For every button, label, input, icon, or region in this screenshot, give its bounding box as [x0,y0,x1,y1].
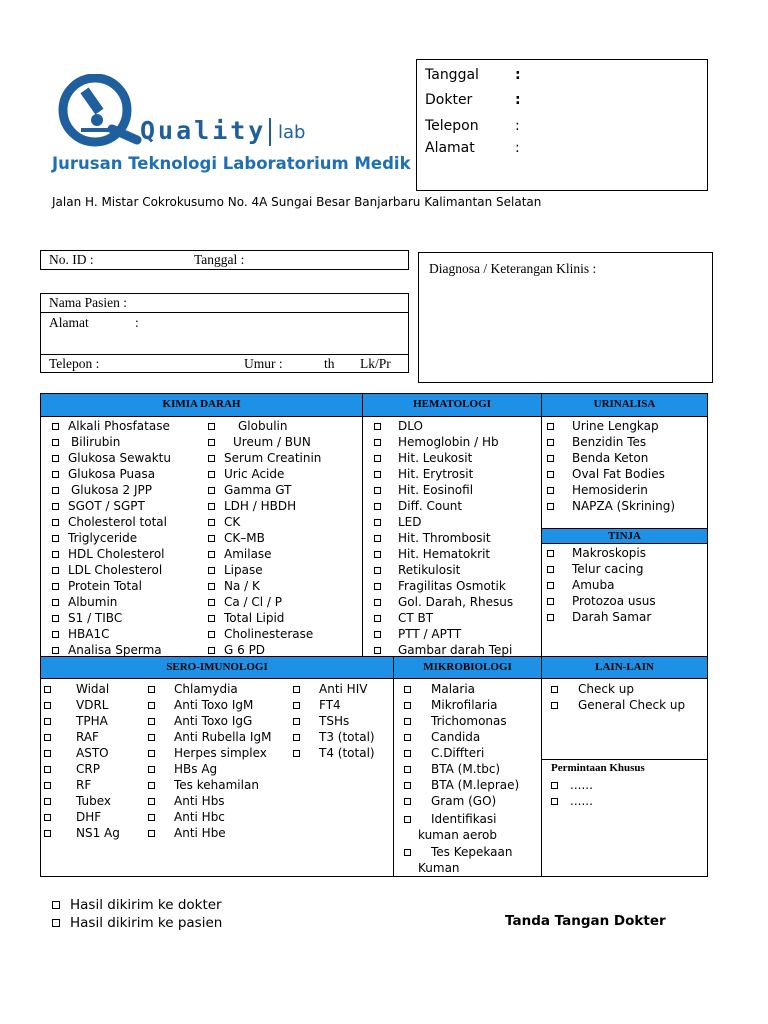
checkbox[interactable] [293,750,300,757]
checkbox[interactable] [208,519,215,526]
checkbox[interactable] [148,734,155,741]
list-item[interactable]: Anti Toxo IgG [148,713,271,729]
list-item[interactable]: Hemoglobin / Hb [374,434,513,450]
checkbox[interactable] [374,551,381,558]
checkbox[interactable] [374,455,381,462]
list-item[interactable]: Tes kehamilan [148,777,271,793]
list-item[interactable]: T4 (total) [293,745,375,761]
checkbox[interactable] [293,702,300,709]
checkbox[interactable] [547,566,554,573]
checkbox[interactable] [52,455,59,462]
checkbox[interactable] [547,550,554,557]
list-item[interactable]: Mikrofilaria [404,697,519,713]
list-item[interactable]: RF [44,777,120,793]
list-item[interactable]: Anti Hbc [148,809,271,825]
list-item[interactable]: Darah Samar [547,609,656,625]
tinja-list [547,545,656,625]
list-item[interactable]: Makroskopis [547,545,656,561]
kimia-header: KIMIA DARAH [40,393,363,417]
list-item[interactable]: Herpes simplex [148,745,271,761]
checkbox[interactable] [148,782,155,789]
list-item[interactable]: Cholinesterase [208,626,321,642]
checkbox[interactable] [374,439,381,446]
list-item[interactable]: Oval Fat Bodies [547,466,675,482]
list-item[interactable]: DLO [374,418,513,434]
checkbox[interactable] [52,439,59,446]
checkbox[interactable] [208,567,215,574]
tanggal-label: Tanggal : [194,252,245,267]
list-item[interactable]: NS1 Ag [44,825,120,841]
list-item[interactable]: Trichomonas [404,713,519,729]
list-item[interactable]: ...... [551,777,593,793]
list-item[interactable]: CK–MB [208,530,321,546]
checkbox[interactable] [44,766,51,773]
checkbox[interactable] [374,423,381,430]
kirim-dokter-option[interactable]: Hasil dikirim ke dokter [52,896,222,914]
list-item[interactable]: Gol. Darah, Rhesus [374,594,513,610]
list-item[interactable]: LDL Cholesterol [52,562,171,578]
checkbox[interactable] [148,830,155,837]
checkbox[interactable] [374,471,381,478]
checkbox[interactable] [404,734,411,741]
list-item[interactable]: Anti Hbe [148,825,271,841]
checkbox[interactable] [148,686,155,693]
list-item[interactable]: Total Lipid [208,610,321,626]
checkbox[interactable] [374,631,381,638]
lab-text: lab [278,122,306,143]
list-item[interactable]: Malaria [404,681,519,697]
checkbox[interactable] [547,423,554,430]
checkbox[interactable] [52,423,59,430]
checkbox[interactable] [208,551,215,558]
list-item[interactable]: Retikulosit [374,562,513,578]
checkbox[interactable] [52,631,59,638]
kimia-list-1 [52,418,171,658]
org-name: Jurusan Teknologi Laboratorium Medik [52,154,411,173]
umur-label: Umur : [244,356,283,371]
list-item[interactable]: Albumin [52,594,171,610]
checkbox[interactable] [44,734,51,741]
checkbox[interactable] [208,455,215,462]
info-tanggal: Tanggal : [425,67,521,83]
checkbox[interactable] [293,686,300,693]
list-item[interactable]: Hit. Eosinofil [374,482,513,498]
list-item[interactable]: Ca / Cl / P [208,594,321,610]
checkbox[interactable] [148,798,155,805]
checkbox[interactable] [208,647,215,654]
list-item[interactable]: VDRL [44,697,120,713]
list-item[interactable]: CT BT [374,610,513,626]
list-item[interactable]: C.Diffteri [404,745,519,761]
checkbox[interactable] [374,519,381,526]
list-item[interactable]: Hit. Leukosit [374,450,513,466]
list-item[interactable]: CRP [44,761,120,777]
checkbox[interactable] [52,503,59,510]
checkbox[interactable] [374,599,381,606]
list-item[interactable]: Candida [404,729,519,745]
list-item[interactable]: Fragilitas Osmotik [374,578,513,594]
list-item[interactable]: HBs Ag [148,761,271,777]
list-item[interactable]: TPHA [44,713,120,729]
brand-text: Quality [140,116,267,145]
list-item[interactable]: T3 (total) [293,729,375,745]
list-item[interactable]: Telur cacing [547,561,656,577]
checkbox[interactable] [551,782,558,789]
checkbox[interactable] [208,631,215,638]
checkbox[interactable] [52,567,59,574]
list-item[interactable]: Gram (GO) [404,793,519,809]
checkbox[interactable] [547,582,554,589]
address: Jalan H. Mistar Cokrokusumo No. 4A Sungai Besar Banjarbaru Kalimantan Selatan [52,195,542,209]
checkbox[interactable] [148,718,155,725]
list-item[interactable]: Hemosiderin [547,482,675,498]
checkbox[interactable] [52,919,60,927]
list-item[interactable]: ...... [551,793,593,809]
checkbox[interactable] [374,615,381,622]
list-item[interactable]: Anti HIV [293,681,375,697]
list-item[interactable]: Anti Hbs [148,793,271,809]
list-item[interactable]: FT4 [293,697,375,713]
checkbox[interactable] [547,439,554,446]
checkbox[interactable] [404,849,411,856]
kimia-list-2 [208,418,321,658]
checkbox[interactable] [208,487,215,494]
list-item[interactable]: Ureum / BUN [208,434,321,450]
permintaan-khusus-label: Permintaan Khusus [551,762,645,774]
list-item[interactable]: Bilirubin [52,434,171,450]
list-item[interactable]: Cholesterol total [52,514,171,530]
lain-list [551,681,685,713]
checkbox[interactable] [44,814,51,821]
patient-box: Nama Pasien : Alamat : Telepon : Umur : th Lk/Pr [40,293,409,373]
checkbox[interactable] [148,750,155,757]
lain-header: LAIN-LAIN [541,656,708,679]
alamat-label: Alamat [49,315,89,330]
checkbox[interactable] [404,686,411,693]
hema-list [374,418,513,658]
checkbox[interactable] [404,816,411,823]
checkbox[interactable] [52,599,59,606]
list-item[interactable]: Glukosa 2 JPP [52,482,171,498]
tinja-header: TINJA [541,528,708,544]
mikro-tes-kepekaan[interactable]: Tes Kepekaan Kuman [404,844,512,876]
list-item[interactable]: Globulin [208,418,321,434]
checkbox[interactable] [551,686,558,693]
sero-list-2 [148,681,271,841]
list-item[interactable]: Anti Rubella IgM [148,729,271,745]
lkpr-label: Lk/Pr [360,356,391,371]
list-item[interactable]: Anti Toxo IgM [148,697,271,713]
permintaan-list [551,777,593,809]
checkbox[interactable] [551,798,558,805]
checkbox[interactable] [44,830,51,837]
hema-header: HEMATOLOGI [362,393,542,417]
checkbox[interactable] [208,503,215,510]
list-item[interactable]: Lipase [208,562,321,578]
telepon-label: Telepon : [49,356,100,371]
checkbox[interactable] [374,583,381,590]
list-item[interactable]: Analisa Sperma [52,642,171,658]
checkbox[interactable] [374,487,381,494]
list-item[interactable]: BTA (M.tbc) [404,761,519,777]
list-item[interactable]: Diff. Count [374,498,513,514]
checkbox[interactable] [44,686,51,693]
list-item[interactable]: BTA (M.leprae) [404,777,519,793]
list-item[interactable]: Benzidin Tes [547,434,675,450]
list-item[interactable]: Urine Lengkap [547,418,675,434]
list-item[interactable]: TSHs [293,713,375,729]
info-box [416,59,708,191]
list-item[interactable]: Amilase [208,546,321,562]
list-item[interactable]: DHF [44,809,120,825]
list-item[interactable]: General Check up [551,697,685,713]
list-item[interactable]: Hit. Hematokrit [374,546,513,562]
checkbox[interactable] [547,471,554,478]
list-item[interactable]: CK [208,514,321,530]
list-item[interactable]: HBA1C [52,626,171,642]
list-item[interactable]: Glukosa Sewaktu [52,450,171,466]
checkbox[interactable] [52,583,59,590]
checkbox[interactable] [404,702,411,709]
list-item[interactable]: LDH / HBDH [208,498,321,514]
list-item[interactable]: Uric Acide [208,466,321,482]
info-telepon: Telepon : [425,118,520,134]
checkbox[interactable] [52,487,59,494]
info-dokter: Dokter : [425,91,521,108]
list-item[interactable]: Protozoa usus [547,593,656,609]
list-item[interactable]: LED [374,514,513,530]
footer-options [52,896,222,932]
signature-label: Tanda Tangan Dokter [505,913,666,929]
checkbox[interactable] [208,583,215,590]
kirim-pasien-option[interactable]: Hasil dikirim ke pasien [52,914,222,932]
checkbox[interactable] [404,766,411,773]
checkbox[interactable] [208,439,215,446]
checkbox[interactable] [208,615,215,622]
checkbox[interactable] [374,567,381,574]
urin-header: URINALISA [541,393,708,417]
list-item[interactable]: Serum Creatinin [208,450,321,466]
list-item[interactable]: Protein Total [52,578,171,594]
list-item[interactable]: Benda Keton [547,450,675,466]
list-item[interactable]: Gambar darah Tepi [374,642,513,658]
checkbox[interactable] [404,750,411,757]
checkbox[interactable] [52,519,59,526]
checkbox[interactable] [547,614,554,621]
checkbox[interactable] [551,702,558,709]
mikro-header: MIKROBIOLOGI [393,656,542,679]
list-item[interactable]: Tubex [44,793,120,809]
sero-header: SERO-IMUNOLOGI [40,656,394,679]
checkbox[interactable] [148,814,155,821]
checkbox[interactable] [547,455,554,462]
list-item[interactable]: Widal [44,681,120,697]
list-item[interactable]: NAPZA (Skrining) [547,498,675,514]
list-item[interactable]: Gamma GT [208,482,321,498]
checkbox[interactable] [44,702,51,709]
checkbox[interactable] [547,503,554,510]
list-item[interactable]: S1 / TIBC [52,610,171,626]
info-alamat: Alamat : [425,140,520,156]
list-item[interactable]: Alkali Phosfatase [52,418,171,434]
microscope-logo-icon [57,74,147,149]
list-item[interactable]: Check up [551,681,685,697]
list-item[interactable]: Hit. Thrombosit [374,530,513,546]
list-item[interactable]: RAF [44,729,120,745]
checkbox[interactable] [52,647,59,654]
no-id-label: No. ID : [49,252,94,267]
logo [52,74,411,184]
checkbox[interactable] [293,718,300,725]
nama-pasien-label: Nama Pasien : [49,295,127,310]
list-item[interactable]: SGOT / SGPT [52,498,171,514]
checkbox[interactable] [52,535,59,542]
checkbox[interactable] [293,734,300,741]
diagnosa-box: Diagnosa / Keterangan Klinis : [418,252,713,383]
checkbox[interactable] [404,798,411,805]
list-item[interactable]: Glukosa Puasa [52,466,171,482]
checkbox[interactable] [208,423,215,430]
checkbox[interactable] [44,782,51,789]
checkbox[interactable] [44,718,51,725]
id-box [40,250,409,270]
checkbox[interactable] [148,702,155,709]
checkbox[interactable] [404,718,411,725]
checkbox[interactable] [404,782,411,789]
checkbox[interactable] [374,647,381,654]
sero-list-1 [44,681,120,841]
list-item[interactable]: Amuba [547,577,656,593]
checkbox[interactable] [547,487,554,494]
list-item[interactable]: Hit. Erytrosit [374,466,513,482]
checkbox[interactable] [208,599,215,606]
list-item[interactable]: G 6 PD [208,642,321,658]
list-item[interactable]: PTT / APTT [374,626,513,642]
checkbox[interactable] [52,551,59,558]
checkbox[interactable] [52,471,59,478]
list-item[interactable]: Na / K [208,578,321,594]
checkbox[interactable] [44,798,51,805]
list-item[interactable]: Chlamydia [148,681,271,697]
checkbox[interactable] [208,471,215,478]
sero-list-3 [293,681,375,761]
checkbox[interactable] [52,615,59,622]
list-item[interactable]: HDL Cholesterol [52,546,171,562]
list-item[interactable]: ASTO [44,745,120,761]
checkbox[interactable] [547,598,554,605]
mikro-identifikasi[interactable]: Identifikasi kuman aerob [404,811,497,843]
checkbox[interactable] [374,503,381,510]
checkbox[interactable] [374,535,381,542]
checkbox[interactable] [208,535,215,542]
checkbox[interactable] [44,750,51,757]
checkbox[interactable] [52,901,60,909]
list-item[interactable]: Triglyceride [52,530,171,546]
checkbox[interactable] [148,766,155,773]
mikro-list [404,681,519,809]
urin-list [547,418,675,514]
